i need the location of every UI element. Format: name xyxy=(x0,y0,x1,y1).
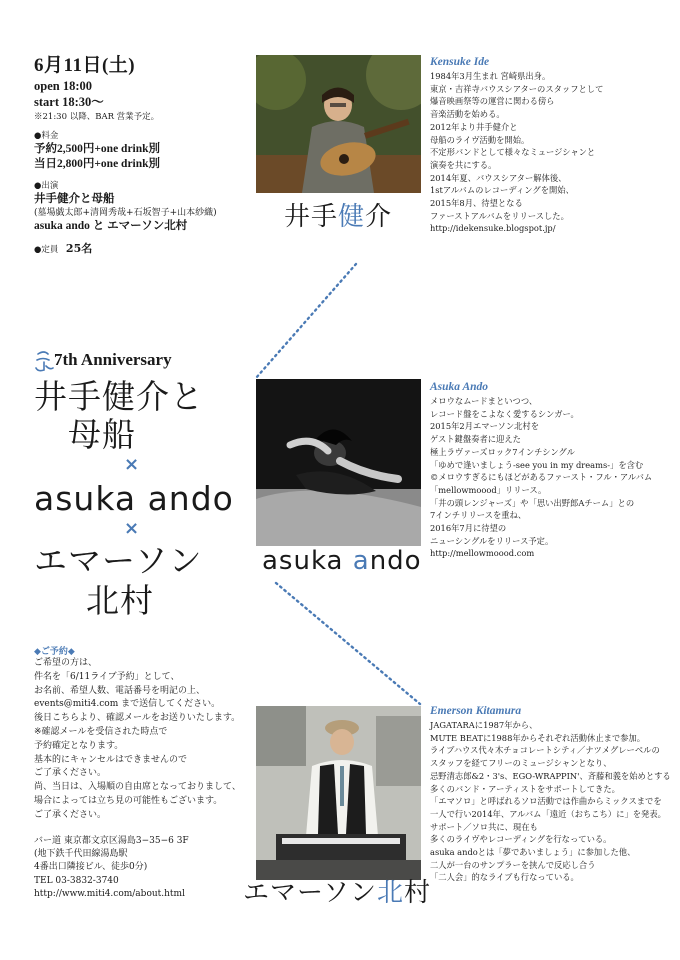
bio-name-ide: Kensuke Ide xyxy=(430,56,490,68)
artist-name-ide xyxy=(284,196,392,233)
artist-name-kitamura-part2: 北 xyxy=(376,878,404,908)
artist-name-kitamura-part1: エマーソン xyxy=(243,878,377,908)
photo-emerson-kitamura xyxy=(256,706,421,880)
artist-name-ando-part3: ndo xyxy=(369,546,422,576)
event-note: ※21:30 以降、BAR 営業予定。 xyxy=(34,112,160,122)
artist-name-ide-part2: 健 xyxy=(338,202,366,232)
photo-emerson-kitamura-art xyxy=(256,706,421,880)
title-cross-2: × xyxy=(124,518,140,539)
photo-asuka-ando xyxy=(256,379,421,546)
bio-text-ide: 1984年3月生まれ 宮崎県出身。 東京・吉祥寺バウスシアターのスタッフとして 爆音映画祭等の運営に関わる傍ら 音楽活動を始める。 2012年より井手健介と 母船のライヴ活動を開始。 不定形バンドとして様々なミュージシャンと 演奏を共にする。 2014年夏、バウスシアター解体後、 1stアルバムのレコーディングを開始、 2015年8月、待望となる ファーストアルバムをリリースした。 http://idekensuke.blogspot.jp/ xyxy=(430,71,604,234)
artist-name-ando-part1: asuka xyxy=(262,546,353,576)
title-line-4: エマーソン xyxy=(34,541,203,580)
artist-name-ide-part3: 介 xyxy=(365,202,393,232)
price-advance: 予約2,500円+one drink別 xyxy=(34,143,161,155)
title-cross-1: × xyxy=(124,454,140,475)
artist-name-kitamura-part3: 村 xyxy=(403,878,431,908)
anniversary-label: 7th Anniversary xyxy=(54,350,172,369)
price-label: ●料金 xyxy=(34,131,59,141)
event-open-time: open 18:00 xyxy=(34,79,92,93)
bio-name-ando: Asuka Ando xyxy=(430,381,489,393)
performers-label: ●出演 xyxy=(34,181,59,191)
event-start-time: start 18:30〜 xyxy=(34,95,104,109)
bio-text-ando: メロウなムードまといつつ、 レコード盤をこよなく愛するシンガー。 2015年2月エマーソン北村を ゲスト鍵盤奏者に迎えた 極上ラヴァーズロック7インチシングル 「ゆめで逢いましょう-see you in my dreams-」を含む ©メロウすぎるにもほどがあるファースト・フル・アルバム 「mellowmoood」リリース。 「井の頭レンジャーズ」や「思い出野郎Aチーム」との 7インチリリースを重ね、 2016年7月に待望の ニューシングルをリリース予定。 http://mellowmoood.com xyxy=(430,396,653,559)
artist-name-ide-part1: 井手 xyxy=(284,202,339,232)
title-line-3: asuka ando xyxy=(34,479,234,518)
venue-info: バー道 東京都文京区湯島3−35−6 3F (地下鉄千代田線湯島駅 4番出口隣接ビル、徒歩0分) TEL 03-3832-3740 http://www.miti4.com/about.html xyxy=(34,836,189,899)
artist-name-kitamura xyxy=(243,872,431,909)
photo-kensuke-ide xyxy=(256,55,421,193)
michi-logo-icon xyxy=(34,348,54,374)
connector-ide-ando xyxy=(256,264,356,378)
event-date: 6月11日(土) xyxy=(34,55,136,76)
performer-1-members: (墓場戯太郎+清岡秀哉+石坂智子+山本紗織) xyxy=(34,208,217,218)
reservation-body: ご希望の方は、 件名を「6/11ライブ予約」として、 お名前、希望人数、電話番号を明記の上、 events@miti4.com まで送信してください。 後日こちらより、確認メールをお送りいたします。 ※確認メールを受信された時点で 予約確定となります。 基本的にキャンセルはできませんので ご了承ください。 尚、当日は、入場順の自由席となっておりまして、 場合によっては立ち見の可能性もございます。 ご了承ください。 xyxy=(34,658,241,820)
artist-name-ando xyxy=(262,546,422,576)
capacity-label: ●定員 xyxy=(34,245,59,255)
photo-kensuke-ide-art xyxy=(256,55,421,193)
price-door: 当日2,800円+one drink別 xyxy=(34,158,161,170)
bio-name-kitamura: Emerson Kitamura xyxy=(430,705,522,717)
title-line-5: 北村 xyxy=(86,581,154,620)
photo-asuka-ando-art xyxy=(256,379,421,546)
artist-name-ando-part2: a xyxy=(352,546,370,576)
connector-ando-kitamura xyxy=(276,583,420,704)
title-line-2: 母船 xyxy=(68,415,136,454)
capacity-value: 25名 xyxy=(65,242,93,255)
performer-2: asuka ando と エマーソン北村 xyxy=(34,220,188,232)
reservation-heading: ◆ご予約◆ xyxy=(34,647,75,657)
bio-text-kitamura: JAGATARAに1987年から、 MUTE BEATに1988年からそれぞれ活動休止まで参加。 ライブハウス代々木チョコレートシティ／ナツメグレーベルの スタッフを経てフリーのミュージシャンとなり、 忌野清志郎&2・3's、EGO-WRAPPIN'、斉藤和義を始めとする 多くのバンド・アーティストをサポートしてきた。 「エマソロ」と呼ばれるソロ活動では作曲からミックスまでを 一人で行い2014年、アルバム「遠近（おちこち）に」を発表。 サポート／ソロ共に、現在も 多くのライヴやレコーディングを行なっている。 asuka andoとは「夢であいましょう」に参加した他、 二人が一台のサンプラーを挟んで反応し合う 「二人会」的なライブも行なっている。 xyxy=(430,720,671,883)
title-line-1: 井手健介と xyxy=(34,377,204,416)
performer-1: 井手健介と母船 xyxy=(34,193,115,205)
